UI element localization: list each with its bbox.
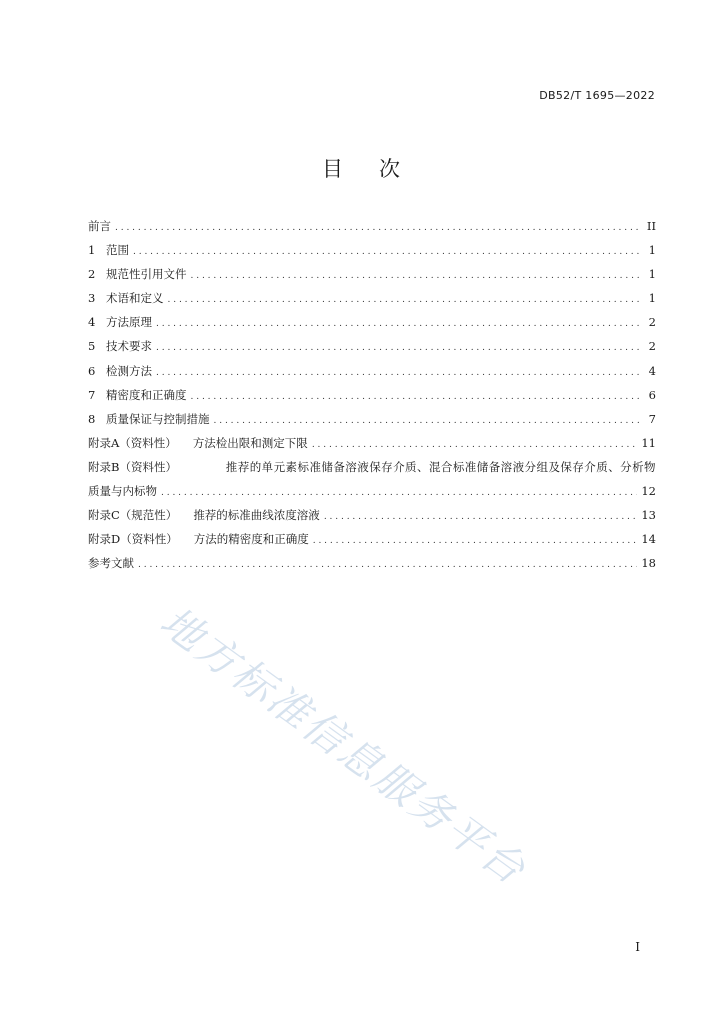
appendix-prefix: 附录B（资料性） [88, 459, 177, 474]
toc-entry-3[interactable] [88, 290, 656, 314]
toc-entry-6[interactable] [88, 363, 656, 387]
appendix-label: 推荐的标准曲线浓度溶液 [193, 508, 320, 523]
title-char-right: 次 [379, 157, 402, 181]
toc-page-number: 4 [648, 363, 656, 378]
dot-leader [191, 271, 643, 281]
appendix-label-continued: 质量与内标物 [88, 484, 157, 499]
appendix-prefix: 附录D（资料性） [88, 532, 178, 547]
toc-entry-label: 参考文献 [88, 556, 134, 571]
toc-entry-label: 技术要求 [106, 339, 152, 354]
toc-page-number: 13 [641, 508, 656, 523]
page-title [0, 153, 724, 183]
toc-page-number: 6 [648, 387, 656, 402]
toc-page-number: II [646, 219, 656, 233]
dot-leader [156, 319, 642, 329]
dot-leader [161, 488, 637, 498]
dot-leader [313, 536, 638, 546]
toc-page-number: 2 [648, 339, 656, 354]
toc-entry-4[interactable] [88, 314, 656, 338]
toc-entry-2[interactable] [88, 266, 656, 290]
toc-appendix-d[interactable] [88, 531, 656, 555]
toc-entry-references[interactable] [88, 555, 656, 579]
appendix-prefix: 附录C（规范性） [88, 508, 178, 523]
toc-entry-number: 6 [88, 363, 96, 378]
appendix-label: 方法的精密度和正确度 [193, 532, 309, 547]
toc-page-number: 11 [641, 435, 656, 450]
toc-entry-5[interactable] [88, 338, 656, 362]
toc-entry-number: 7 [88, 387, 96, 402]
toc-entry-label: 前言 [88, 219, 111, 233]
dot-leader [138, 560, 637, 570]
toc-appendix-a[interactable] [88, 435, 656, 459]
toc-page-number: 12 [641, 484, 656, 499]
page-number: I [635, 940, 640, 954]
toc-appendix-b-line1[interactable] [88, 459, 656, 483]
toc-entry-number: 2 [88, 267, 96, 282]
document-code: DB52/T 1695—2022 [539, 89, 655, 102]
toc-entry-number: 3 [88, 291, 96, 306]
appendix-label: 推荐的单元素标准储备溶液保存介质、混合标准储备溶液分组及保存介质、分析物 [225, 459, 656, 474]
toc-page-number: 1 [648, 267, 656, 282]
toc-appendix-c[interactable] [88, 507, 656, 531]
appendix-label: 方法检出限和测定下限 [192, 435, 308, 450]
dot-leader [168, 295, 643, 305]
toc-entry-label: 范围 [106, 243, 129, 258]
dot-leader [214, 416, 643, 426]
dot-leader [191, 392, 643, 402]
table-of-contents [88, 218, 656, 579]
dot-leader [133, 247, 642, 257]
toc-page-number: 7 [648, 411, 656, 426]
toc-entry-number: 4 [88, 315, 96, 330]
toc-page-number: 1 [648, 243, 656, 258]
toc-entry-label: 检测方法 [106, 363, 152, 378]
toc-entry-label: 规范性引用文件 [106, 267, 187, 282]
toc-entry-label: 质量保证与控制措施 [106, 411, 210, 426]
toc-entry-foreword[interactable] [88, 218, 656, 242]
toc-entry-1[interactable] [88, 242, 656, 266]
title-char-left: 目 [322, 157, 345, 181]
watermark-text: 地方标准信息服务平台 [151, 597, 536, 895]
dot-leader [312, 440, 638, 450]
appendix-prefix: 附录A（资料性） [88, 435, 177, 450]
toc-entry-label: 方法原理 [106, 315, 152, 330]
toc-entry-number: 1 [88, 243, 96, 258]
toc-entry-number: 5 [88, 339, 96, 354]
toc-page-number: 14 [641, 532, 656, 547]
toc-page-number: 1 [648, 291, 656, 306]
toc-page-number: 18 [641, 556, 656, 571]
dot-leader [324, 512, 638, 522]
toc-entry-label: 精密度和正确度 [106, 387, 187, 402]
toc-entry-label: 术语和定义 [106, 291, 164, 306]
toc-entry-7[interactable] [88, 387, 656, 411]
dot-leader [115, 223, 642, 233]
toc-page-number: 2 [648, 315, 656, 330]
dot-leader [156, 368, 642, 378]
toc-appendix-b-line2[interactable] [88, 483, 656, 507]
dot-leader [156, 343, 642, 353]
toc-entry-8[interactable] [88, 411, 656, 435]
toc-entry-number: 8 [88, 411, 96, 426]
